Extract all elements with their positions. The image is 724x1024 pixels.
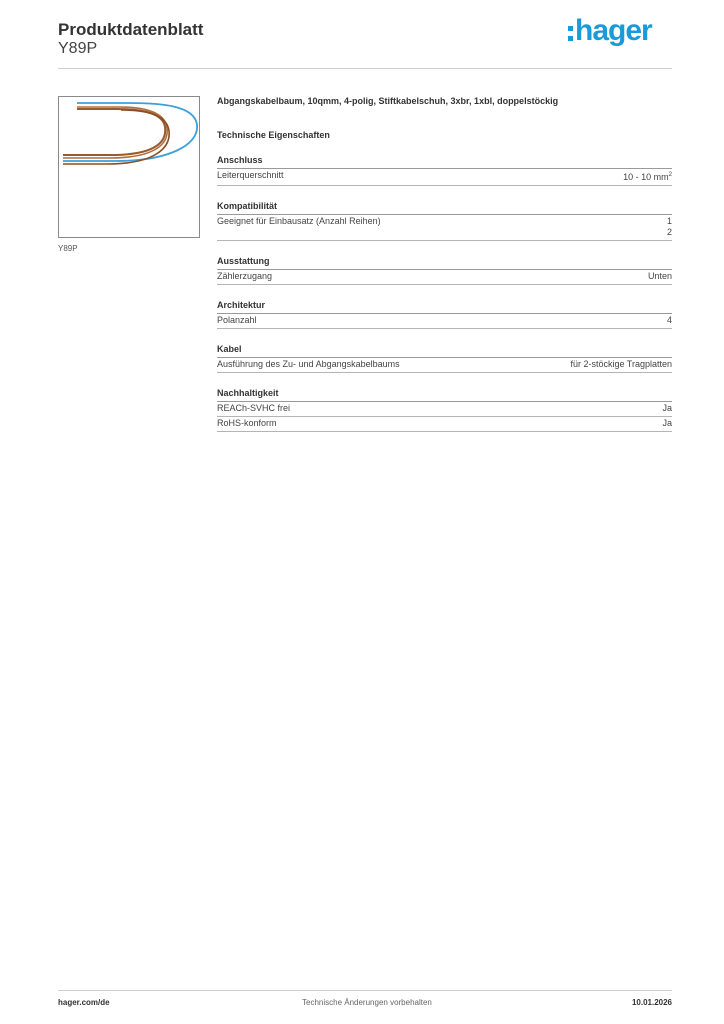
property-value xyxy=(662,403,672,414)
section-title: Nachhaltigkeit xyxy=(217,388,672,402)
header-divider xyxy=(58,68,672,69)
property-row xyxy=(217,215,672,241)
footer-divider xyxy=(58,990,672,991)
cable-harness-icon xyxy=(59,97,199,237)
section-architektur xyxy=(217,300,672,329)
property-label: Polanzahl xyxy=(217,315,257,325)
section-nachhaltigkeit xyxy=(217,388,672,432)
property-value xyxy=(667,315,672,326)
logo-dots-icon xyxy=(568,26,573,41)
logo-text: hager xyxy=(575,14,652,47)
property-value-text: 10 - 10 mm xyxy=(623,172,669,182)
property-value-text: für 2-stöckige Tragplatten xyxy=(570,359,672,369)
document-title: Produktdatenblatt xyxy=(58,20,204,39)
section-title: Kompatibilität xyxy=(217,201,672,215)
property-value xyxy=(648,271,672,282)
property-label: REACh-SVHC frei xyxy=(217,403,291,413)
section-kabel xyxy=(217,344,672,373)
property-label: Ausführung des Zu- und Abgangskabelbaums xyxy=(217,359,400,369)
footer-date: 10.01.2026 xyxy=(631,998,672,1007)
section-kompatibilit-t xyxy=(217,201,672,241)
section-title: Kabel xyxy=(217,344,672,358)
section-ausstattung xyxy=(217,256,672,285)
property-row xyxy=(217,417,672,432)
property-value-text: 1 2 xyxy=(666,216,672,237)
property-row xyxy=(217,270,672,285)
property-label: Zählerzugang xyxy=(217,271,273,281)
product-description: Abgangskabelbaum, 10qmm, 4-polig, Stiftkabelschuh, 3xbr, 1xbl, doppelstöckig xyxy=(217,96,559,106)
property-value xyxy=(667,216,672,238)
property-label: RoHS-konform xyxy=(217,418,277,428)
property-row xyxy=(217,169,672,186)
property-value-text: Ja xyxy=(662,418,672,428)
section-title: Anschluss xyxy=(217,155,672,169)
property-label: Leiterquerschnitt xyxy=(217,170,284,180)
footer-website: hager.com/de xyxy=(58,998,110,1007)
unit-superscript: 2 xyxy=(668,172,672,178)
property-row xyxy=(217,314,672,329)
property-value xyxy=(570,359,672,370)
property-value xyxy=(623,170,672,183)
product-details xyxy=(217,96,672,432)
property-value-text: Ja xyxy=(662,403,672,413)
property-value-text: Unten xyxy=(647,271,672,281)
property-row xyxy=(217,402,672,417)
property-value-text: 4 xyxy=(666,315,672,325)
properties-sections xyxy=(217,155,672,432)
section-title: Architektur xyxy=(217,300,672,314)
image-caption: Y89P xyxy=(58,244,78,253)
property-value xyxy=(662,418,672,429)
property-row xyxy=(217,358,672,373)
hager-logo xyxy=(568,14,652,48)
section-anschluss xyxy=(217,155,672,186)
product-image xyxy=(58,96,200,238)
product-code: Y89P xyxy=(58,40,98,57)
section-title: Ausstattung xyxy=(217,256,672,270)
footer-notice: Technische Änderungen vorbehalten xyxy=(302,998,432,1007)
property-label: Geeignet für Einbausatz (Anzahl Reihen) xyxy=(217,216,381,226)
tech-properties-heading: Technische Eigenschaften xyxy=(217,130,330,140)
